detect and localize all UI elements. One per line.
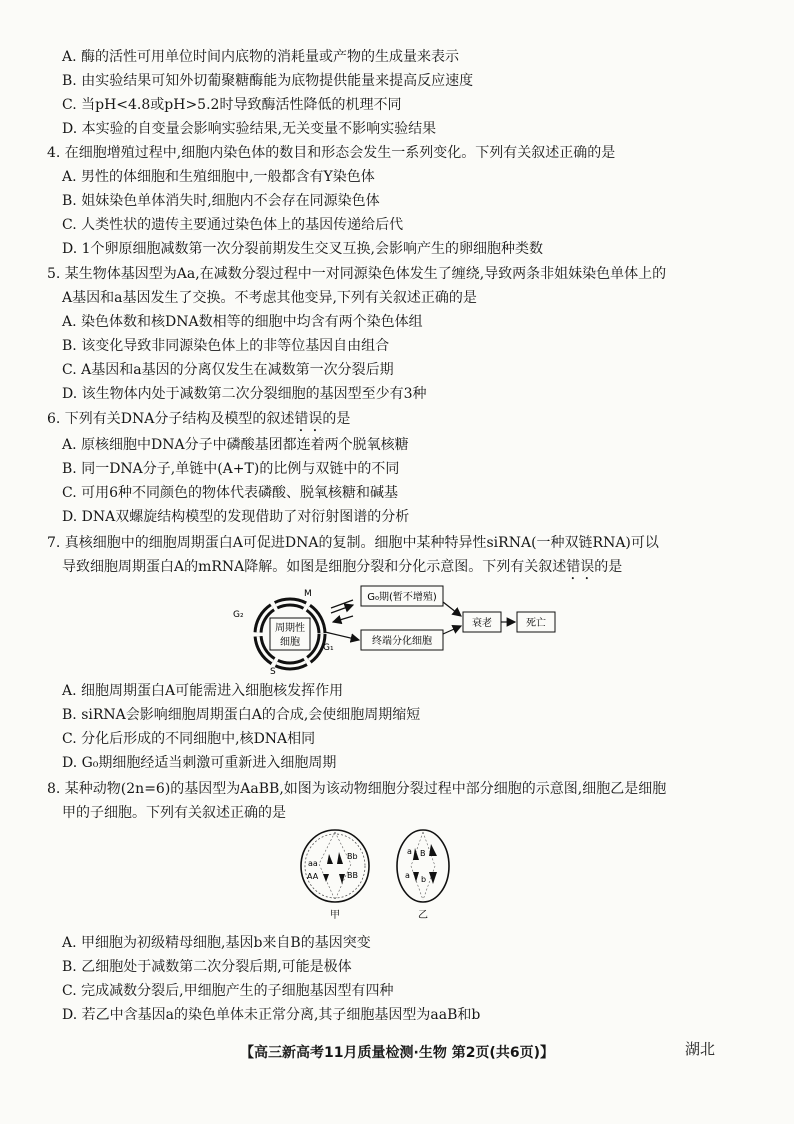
g0-to-aging-arrow [443, 602, 461, 616]
q6-stem-pre: 6. 下列有关DNA分子结构及模型的叙述 [47, 411, 295, 427]
cycling-cell-label-2: 细胞 [280, 637, 300, 648]
q8-option-d: D. 若乙中含基因a的染色单体未正常分离,其子细胞基因型为aaB和b [62, 1007, 481, 1023]
q5-stem-line2: A基因和a基因发生了交换。不考虑其他变异,下列有关叙述正确的是 [62, 290, 477, 306]
to-terminal-arrow [325, 632, 359, 640]
q5-option-b: B. 该变化导致非同源染色体上的非等位基因自由组合 [62, 338, 390, 354]
q5-option-d: D. 该生物体内处于减数第二次分裂细胞的基因型至少有3种 [62, 386, 427, 402]
q7-stem-emphasis: 错误 [566, 559, 595, 575]
q6-stem-post: 的是 [322, 411, 351, 427]
q6-option-d: D. DNA双螺旋结构模型的发现借助了对衍射图谱的分析 [62, 509, 410, 525]
phase-m-label: M [304, 589, 312, 599]
gene-BB-label: BB [347, 871, 358, 880]
q8-option-b: B. 乙细胞处于减数第二次分裂后期,可能是极体 [62, 959, 352, 975]
q5-option-a: A. 染色体数和核DNA数相等的细胞中均含有两个染色体组 [62, 314, 423, 330]
g0-label: G₀期(暂不增殖) [367, 592, 437, 603]
q4-option-a: A. 男性的体细胞和生殖细胞中,一般都含有Y染色体 [62, 169, 375, 185]
q7-stem-post: 的是 [594, 559, 623, 575]
q7-stem-line1: 7. 真核细胞中的细胞周期蛋白A可促进DNA的复制。细胞中某种特异性siRNA(一种双链RNA)可以 [47, 535, 659, 551]
q4-option-d: D. 1个卵原细胞减数第一次分裂前期发生交叉互换,会影响产生的卵细胞种类数 [62, 241, 543, 257]
chromosome-jia-2 [337, 852, 343, 864]
cell-cycle-diagram [225, 582, 565, 678]
q6-stem [47, 410, 350, 435]
phase-s-label: S [270, 667, 276, 677]
q5-stem-line1: 5. 某生物体基因型为Aa,在减数分裂过程中一对同源染色体发生了缠绕,导致两条非姐妹染色单体上的 [47, 266, 667, 282]
q7-stem-line2 [62, 558, 622, 583]
aging-label: 衰老 [472, 618, 492, 629]
chromosome-yi-3 [413, 872, 419, 882]
gene-Bb-label: Bb [347, 852, 358, 861]
chromosome-yi-2 [429, 844, 437, 856]
terminal-to-aging-arrow [443, 626, 461, 634]
q7-option-d: D. G₀期细胞经适当刺激可重新进入细胞周期 [62, 755, 337, 771]
chromosome-jia-3 [323, 874, 329, 882]
chromosome-yi-4 [429, 872, 437, 884]
q3-option-b: B. 由实验结果可知外切葡聚糖酶能为底物提供能量来提高反应速度 [62, 73, 474, 89]
cell-yi-outline [397, 830, 449, 902]
gene-aa-label: aa [308, 859, 318, 868]
q4-option-b: B. 姐妹染色单体消失时,细胞内不会存在同源染色体 [62, 193, 380, 209]
q7-stem-pre: 导致细胞周期蛋白A的mRNA降解。如图是细胞分裂和分化示意图。下列有关叙述 [62, 559, 567, 575]
terminal-label: 终端分化细胞 [372, 636, 432, 647]
yi-gene-a-top: a [407, 847, 412, 856]
cell-jia-label: 甲 [330, 910, 340, 921]
q6-option-b: B. 同一DNA分子,单链中(A+T)的比例与双链中的不同 [62, 461, 400, 477]
g0-double-arrow [331, 600, 353, 613]
chromosome-jia-1 [327, 854, 333, 864]
q4-option-c: C. 人类性状的遗传主要通过染色体上的基因传递给后代 [62, 217, 404, 233]
q6-option-c: C. 可用6种不同颜色的物体代表磷酸、脱氧核糖和碱基 [62, 485, 399, 501]
phase-g2-label: G₂ [233, 610, 244, 620]
gene-AA-label: AA [307, 872, 319, 881]
q3-option-d: D. 本实验的自变量会影响实验结果,无关变量不影响实验结果 [62, 121, 437, 137]
cycling-cell-label-1: 周期性 [275, 623, 305, 634]
q3-option-a: A. 酶的活性可用单位时间内底物的消耗量或产物的生成量来表示 [62, 49, 460, 65]
q4-stem: 4. 在细胞增殖过程中,细胞内染色体的数目和形态会发生一系列变化。下列有关叙述正确的是 [47, 145, 616, 161]
q7-option-c: C. 分化后形成的不同细胞中,核DNA相同 [62, 731, 316, 747]
chromosome-yi-1 [413, 848, 419, 860]
phase-g1-label: G₁ [323, 643, 334, 653]
q5-option-c: C. A基因和a基因的分离仅发生在减数第一次分裂后期 [62, 362, 394, 378]
q8-stem-line1: 8. 某种动物(2n=6)的基因型为AaBB,如图为该动物细胞分裂过程中部分细胞的示意图,细胞乙是细胞 [47, 781, 667, 797]
q8-stem-line2: 甲的子细胞。下列有关叙述正确的是 [62, 805, 286, 821]
cell-yi-label: 乙 [418, 910, 428, 921]
death-label: 死亡 [526, 618, 546, 629]
region-label: 湖北 [685, 1040, 716, 1058]
yi-gene-a-bottom: a [405, 871, 410, 880]
q8-option-a: A. 甲细胞为初级精母细胞,基因b来自B的基因突变 [62, 935, 371, 951]
q7-option-a: A. 细胞周期蛋白A可能需进入细胞核发挥作用 [62, 683, 344, 699]
yi-gene-b: b [421, 875, 427, 884]
q7-option-b: B. siRNA会影响细胞周期蛋白A的合成,会使细胞周期缩短 [62, 707, 421, 723]
q3-option-c: C. 当pH<4.8或pH>5.2时导致酶活性降低的机理不同 [62, 97, 402, 113]
q6-option-a: A. 原核细胞中DNA分子中磷酸基团都连着两个脱氧核糖 [62, 437, 409, 453]
cell-division-diagram [295, 826, 475, 926]
yi-gene-B: B [420, 849, 426, 858]
q6-stem-emphasis: 错误 [294, 411, 323, 427]
q8-option-c: C. 完成减数分裂后,甲细胞产生的子细胞基因型有四种 [62, 983, 394, 999]
page-footer: 【高三新高考11月质量检测·生物 第2页(共6页)】 [240, 1045, 554, 1061]
